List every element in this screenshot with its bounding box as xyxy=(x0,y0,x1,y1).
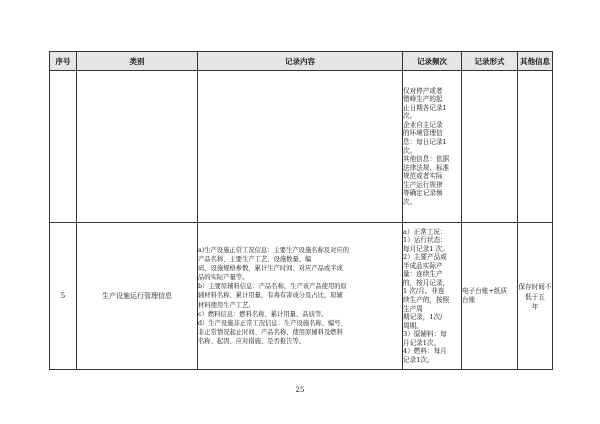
content-line: 非正常情况起止时间、产品名称、使用原辅料及燃料 xyxy=(198,328,343,336)
row5-form-cell: 电子台账+纸质 台账 xyxy=(462,223,518,370)
freq-line: 半成品实际产 xyxy=(403,261,443,270)
table-header-row xyxy=(50,52,553,71)
freq-line: 续生产的，按照 xyxy=(403,296,450,304)
content-paragraph-d xyxy=(198,319,402,346)
freq-line: 次。 xyxy=(403,112,417,121)
row5-seq-cell: 5 xyxy=(50,223,77,370)
freq-line: 记录1次。 xyxy=(403,355,434,364)
content-line: d）生产设施非正常工况信息：生产设施名称、编号、 xyxy=(198,319,347,327)
header-seq: 序号 xyxy=(50,52,77,71)
freq-line: a）正常工况： xyxy=(403,227,447,236)
header-category: 类别 xyxy=(77,52,198,71)
content-line: a)生产设施正常工况信息：主要生产设施名称及对应的 xyxy=(198,246,350,254)
freq-line: 月记录1次。 xyxy=(403,338,441,347)
cont-other-cell xyxy=(518,71,553,223)
freq-line: 止日期各记录1 xyxy=(403,103,447,112)
content-line: 名称、起因、应对措施、是否报告等。 xyxy=(198,338,306,346)
freq-line: 3）原辅料：每 xyxy=(403,330,447,339)
row5-frequency-cell xyxy=(403,223,462,370)
freq-line: 其他信息：依据 xyxy=(403,155,450,164)
freq-line: 等确定记录频 xyxy=(403,189,443,198)
freq-line: 周期。 xyxy=(403,321,423,330)
freq-line: 法律法规、标准 xyxy=(403,163,450,172)
freq-line: 仅对停产或者 xyxy=(403,86,443,95)
freq-line: 2）主要产品或 xyxy=(403,253,447,262)
freq-line: 错峰生产的起 xyxy=(403,95,443,104)
header-other: 其他信息 xyxy=(518,52,553,71)
cont-seq-cell xyxy=(50,71,77,223)
freq-line: 规范或者实际 xyxy=(403,172,443,181)
page-number: 25 xyxy=(295,386,305,394)
freq-line: 生产运行规律 xyxy=(403,180,443,189)
header-content: 记录内容 xyxy=(198,52,403,71)
cont-form-cell xyxy=(462,71,518,223)
freq-line: 企业自主记录 xyxy=(403,120,443,129)
content-line: 材料使用生产工艺。 xyxy=(198,301,255,309)
content-line: b）主要原辅料信息：产品名称，生产该产品使用的原 xyxy=(198,283,347,291)
freq-line: 量：连续生产 xyxy=(403,270,443,279)
row5-content-cell xyxy=(198,223,403,370)
content-line: 辅材料名称、累计用量，有毒有害成分及占比，原辅 xyxy=(198,292,343,300)
table-row-continuation xyxy=(50,71,553,223)
cont-content-cell xyxy=(198,71,403,223)
content-line: 产品名称、主要生产工艺、设施数量、编 xyxy=(198,255,312,263)
row5-other-cell: 保存时间不低于五 年 xyxy=(518,223,553,370)
freq-line: 次。 xyxy=(403,197,417,206)
freq-line: 生产周 xyxy=(403,304,423,313)
freq-line: 1 次/月。非连 xyxy=(403,287,445,296)
content-paragraph-a xyxy=(198,246,402,283)
freq-line: 期记录，1次/ xyxy=(403,313,443,322)
freq-line: 的，按月记录， xyxy=(403,278,450,287)
freq-line: 次。 xyxy=(403,146,417,155)
content-paragraph-c xyxy=(198,310,402,319)
content-line: 码、设施规格参数，累计生产时间、对应产品或半成 xyxy=(198,265,343,273)
header-form: 记录形式 xyxy=(462,52,518,71)
freq-line: 息：每日记录1 xyxy=(403,137,447,146)
content-line: c）燃料信息：燃料名称、累计用量、品质等。 xyxy=(198,310,328,318)
header-frequency: 记录频次 xyxy=(403,52,462,71)
freq-line: 的环境管理信 xyxy=(403,129,443,138)
content-paragraph-b xyxy=(198,282,402,309)
freq-line: 1）运行状态： xyxy=(403,236,447,245)
freq-line: 4）燃料：每月 xyxy=(403,347,447,356)
content-line: 品的实际产量等。 xyxy=(198,274,249,282)
cont-frequency-cell xyxy=(403,71,462,223)
record-table xyxy=(49,51,553,370)
table-row-5 xyxy=(50,223,553,370)
row5-category-cell: 生产设施运行管理信息 xyxy=(77,223,198,370)
freq-line: 每月记录1 次。 xyxy=(403,244,449,253)
cont-category-cell xyxy=(77,71,198,223)
